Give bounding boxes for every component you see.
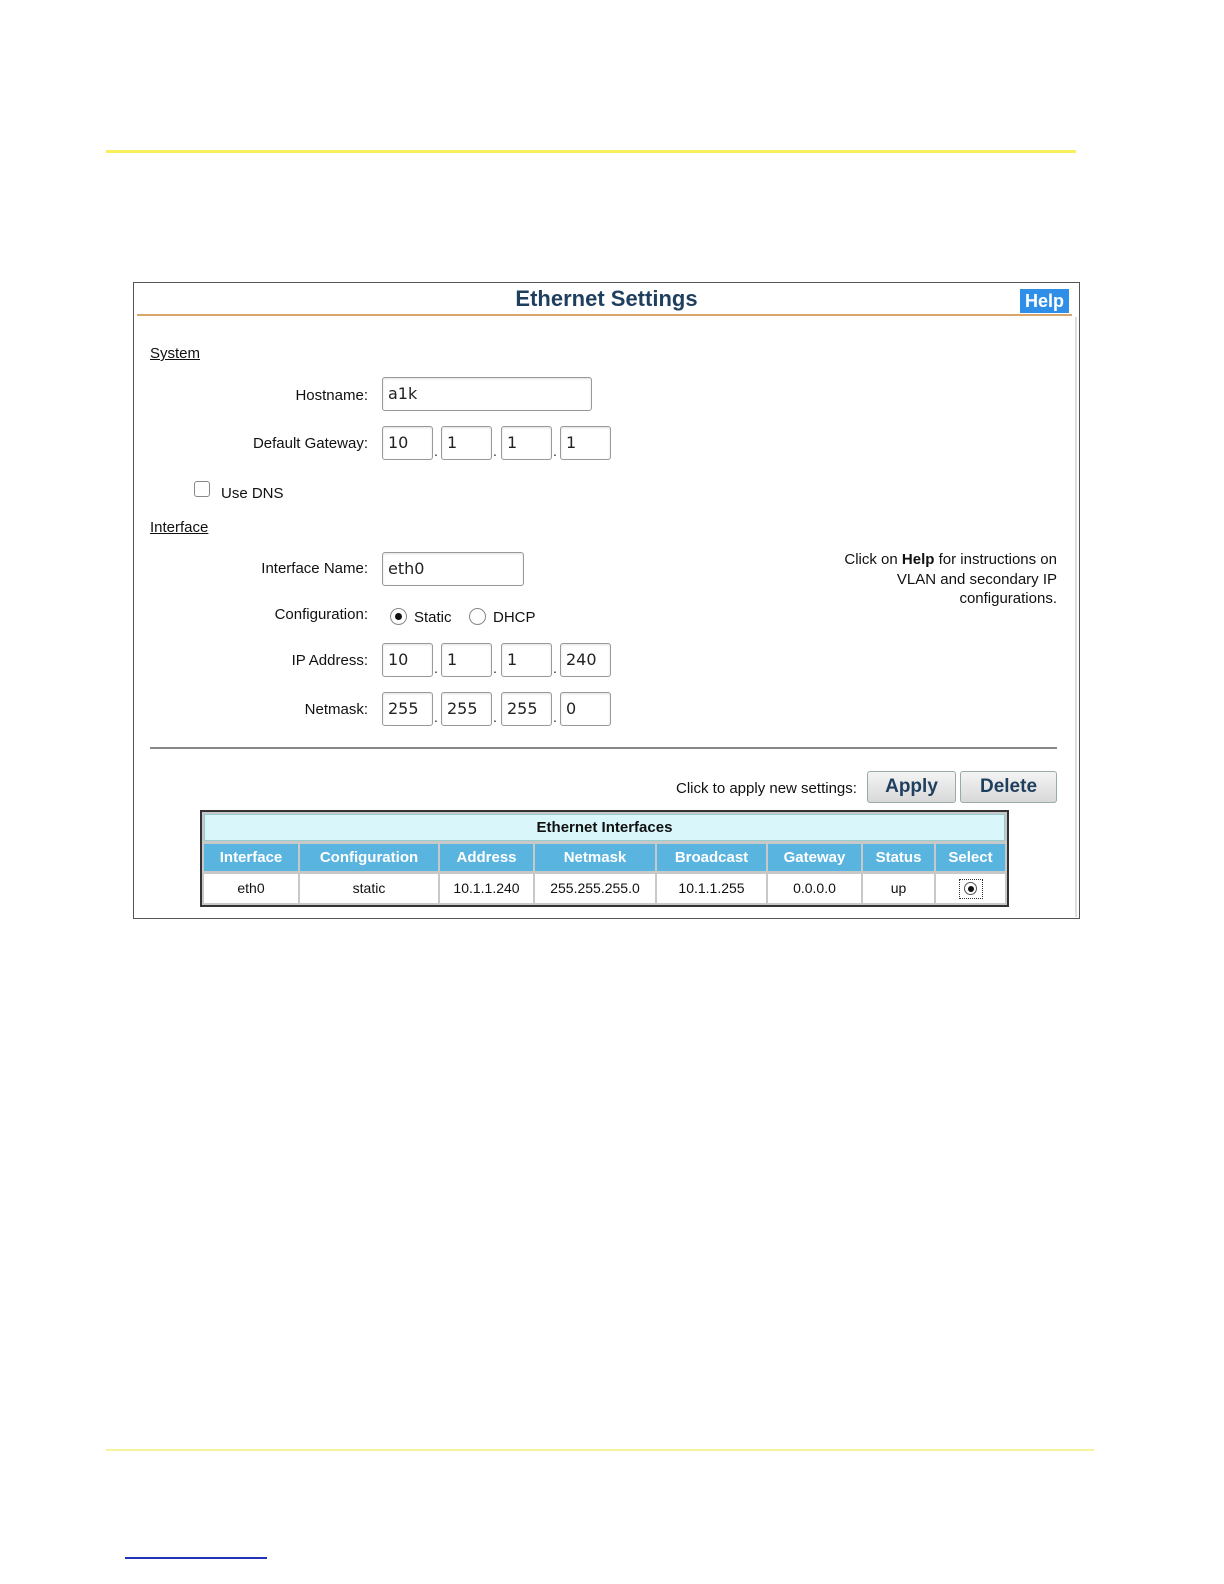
column-header: Interface xyxy=(204,844,298,871)
table-cell: 10.1.1.255 xyxy=(657,874,766,903)
column-header: Select xyxy=(936,844,1005,871)
gateway-octet-2[interactable]: 1 xyxy=(441,426,492,460)
table-cell: 255.255.255.0 xyxy=(535,874,655,903)
header-rule xyxy=(106,150,1076,153)
octet-separator: . xyxy=(493,443,497,459)
column-header: Broadcast xyxy=(657,844,766,871)
octet-separator: . xyxy=(434,660,438,676)
ip-octet-2[interactable]: 1 xyxy=(441,643,492,677)
apply-button[interactable]: Apply xyxy=(867,771,956,803)
panel-edge xyxy=(1075,317,1077,917)
help-note-pre: Click on xyxy=(844,551,902,568)
row-select-radio[interactable] xyxy=(959,879,983,899)
table-cell: 10.1.1.240 xyxy=(440,874,533,903)
help-note xyxy=(827,550,1057,609)
octet-separator: . xyxy=(493,660,497,676)
netmask-octet-3[interactable]: 255 xyxy=(501,692,552,726)
ip-octet-3[interactable]: 1 xyxy=(501,643,552,677)
netmask-octet-1[interactable]: 255 xyxy=(382,692,433,726)
octet-separator: . xyxy=(553,709,557,725)
apply-prompt: Click to apply new settings: xyxy=(676,780,857,797)
octet-separator: . xyxy=(493,709,497,725)
table-cell: eth0 xyxy=(204,874,298,903)
delete-button[interactable]: Delete xyxy=(960,771,1057,803)
use-dns-checkbox[interactable] xyxy=(194,481,210,497)
netmask-octet-4[interactable]: 0 xyxy=(560,692,611,726)
ip-octet-1[interactable]: 10 xyxy=(382,643,433,677)
hostname-label: Hostname: xyxy=(295,387,368,404)
column-header: Configuration xyxy=(300,844,438,871)
hostname-input[interactable]: a1k xyxy=(382,377,592,411)
octet-separator: . xyxy=(434,709,438,725)
column-header: Status xyxy=(863,844,934,871)
title-divider xyxy=(137,314,1072,316)
octet-separator: . xyxy=(553,443,557,459)
table-cell: 0.0.0.0 xyxy=(768,874,861,903)
table-cell: up xyxy=(863,874,934,903)
default-gateway-label: Default Gateway: xyxy=(252,435,368,452)
ip-octet-4[interactable]: 240 xyxy=(560,643,611,677)
config-static-label: Static xyxy=(414,609,452,626)
table-cell: static xyxy=(300,874,438,903)
config-dhcp-label: DHCP xyxy=(493,609,536,626)
interface-name-input[interactable]: eth0 xyxy=(382,552,524,586)
gateway-octet-3[interactable]: 1 xyxy=(501,426,552,460)
config-dhcp-radio[interactable] xyxy=(469,608,486,625)
octet-separator: . xyxy=(553,660,557,676)
ip-address-label: IP Address: xyxy=(291,652,368,669)
ethernet-settings-panel xyxy=(133,282,1080,919)
column-header: Address xyxy=(440,844,533,871)
help-button[interactable]: Help xyxy=(1020,289,1069,313)
interface-name-label: Interface Name: xyxy=(261,560,368,577)
table-title: Ethernet Interfaces xyxy=(204,814,1005,841)
use-dns-label: Use DNS xyxy=(221,485,284,502)
help-note-bold: Help xyxy=(901,551,935,568)
netmask-octet-2[interactable]: 255 xyxy=(441,692,492,726)
page-title: Ethernet Settings xyxy=(515,286,698,311)
ethernet-interfaces-table xyxy=(200,810,1009,907)
netmask-label: Netmask: xyxy=(304,701,368,718)
footer-rule xyxy=(106,1449,1094,1451)
column-header: Gateway xyxy=(768,844,861,871)
help-note-post: for instructions on VLAN and secondary IP configurations. xyxy=(896,551,1057,607)
interface-section-heading: Interface xyxy=(150,519,209,536)
footer-link-underline xyxy=(125,1557,267,1559)
gateway-octet-4[interactable]: 1 xyxy=(560,426,611,460)
select-cell xyxy=(936,874,1005,903)
section-divider xyxy=(150,747,1057,749)
config-static-radio[interactable] xyxy=(390,608,407,625)
configuration-label: Configuration: xyxy=(274,606,368,623)
gateway-octet-1[interactable]: 10 xyxy=(382,426,433,460)
system-section-heading: System xyxy=(150,345,201,362)
octet-separator: . xyxy=(434,443,438,459)
column-header: Netmask xyxy=(535,844,655,871)
